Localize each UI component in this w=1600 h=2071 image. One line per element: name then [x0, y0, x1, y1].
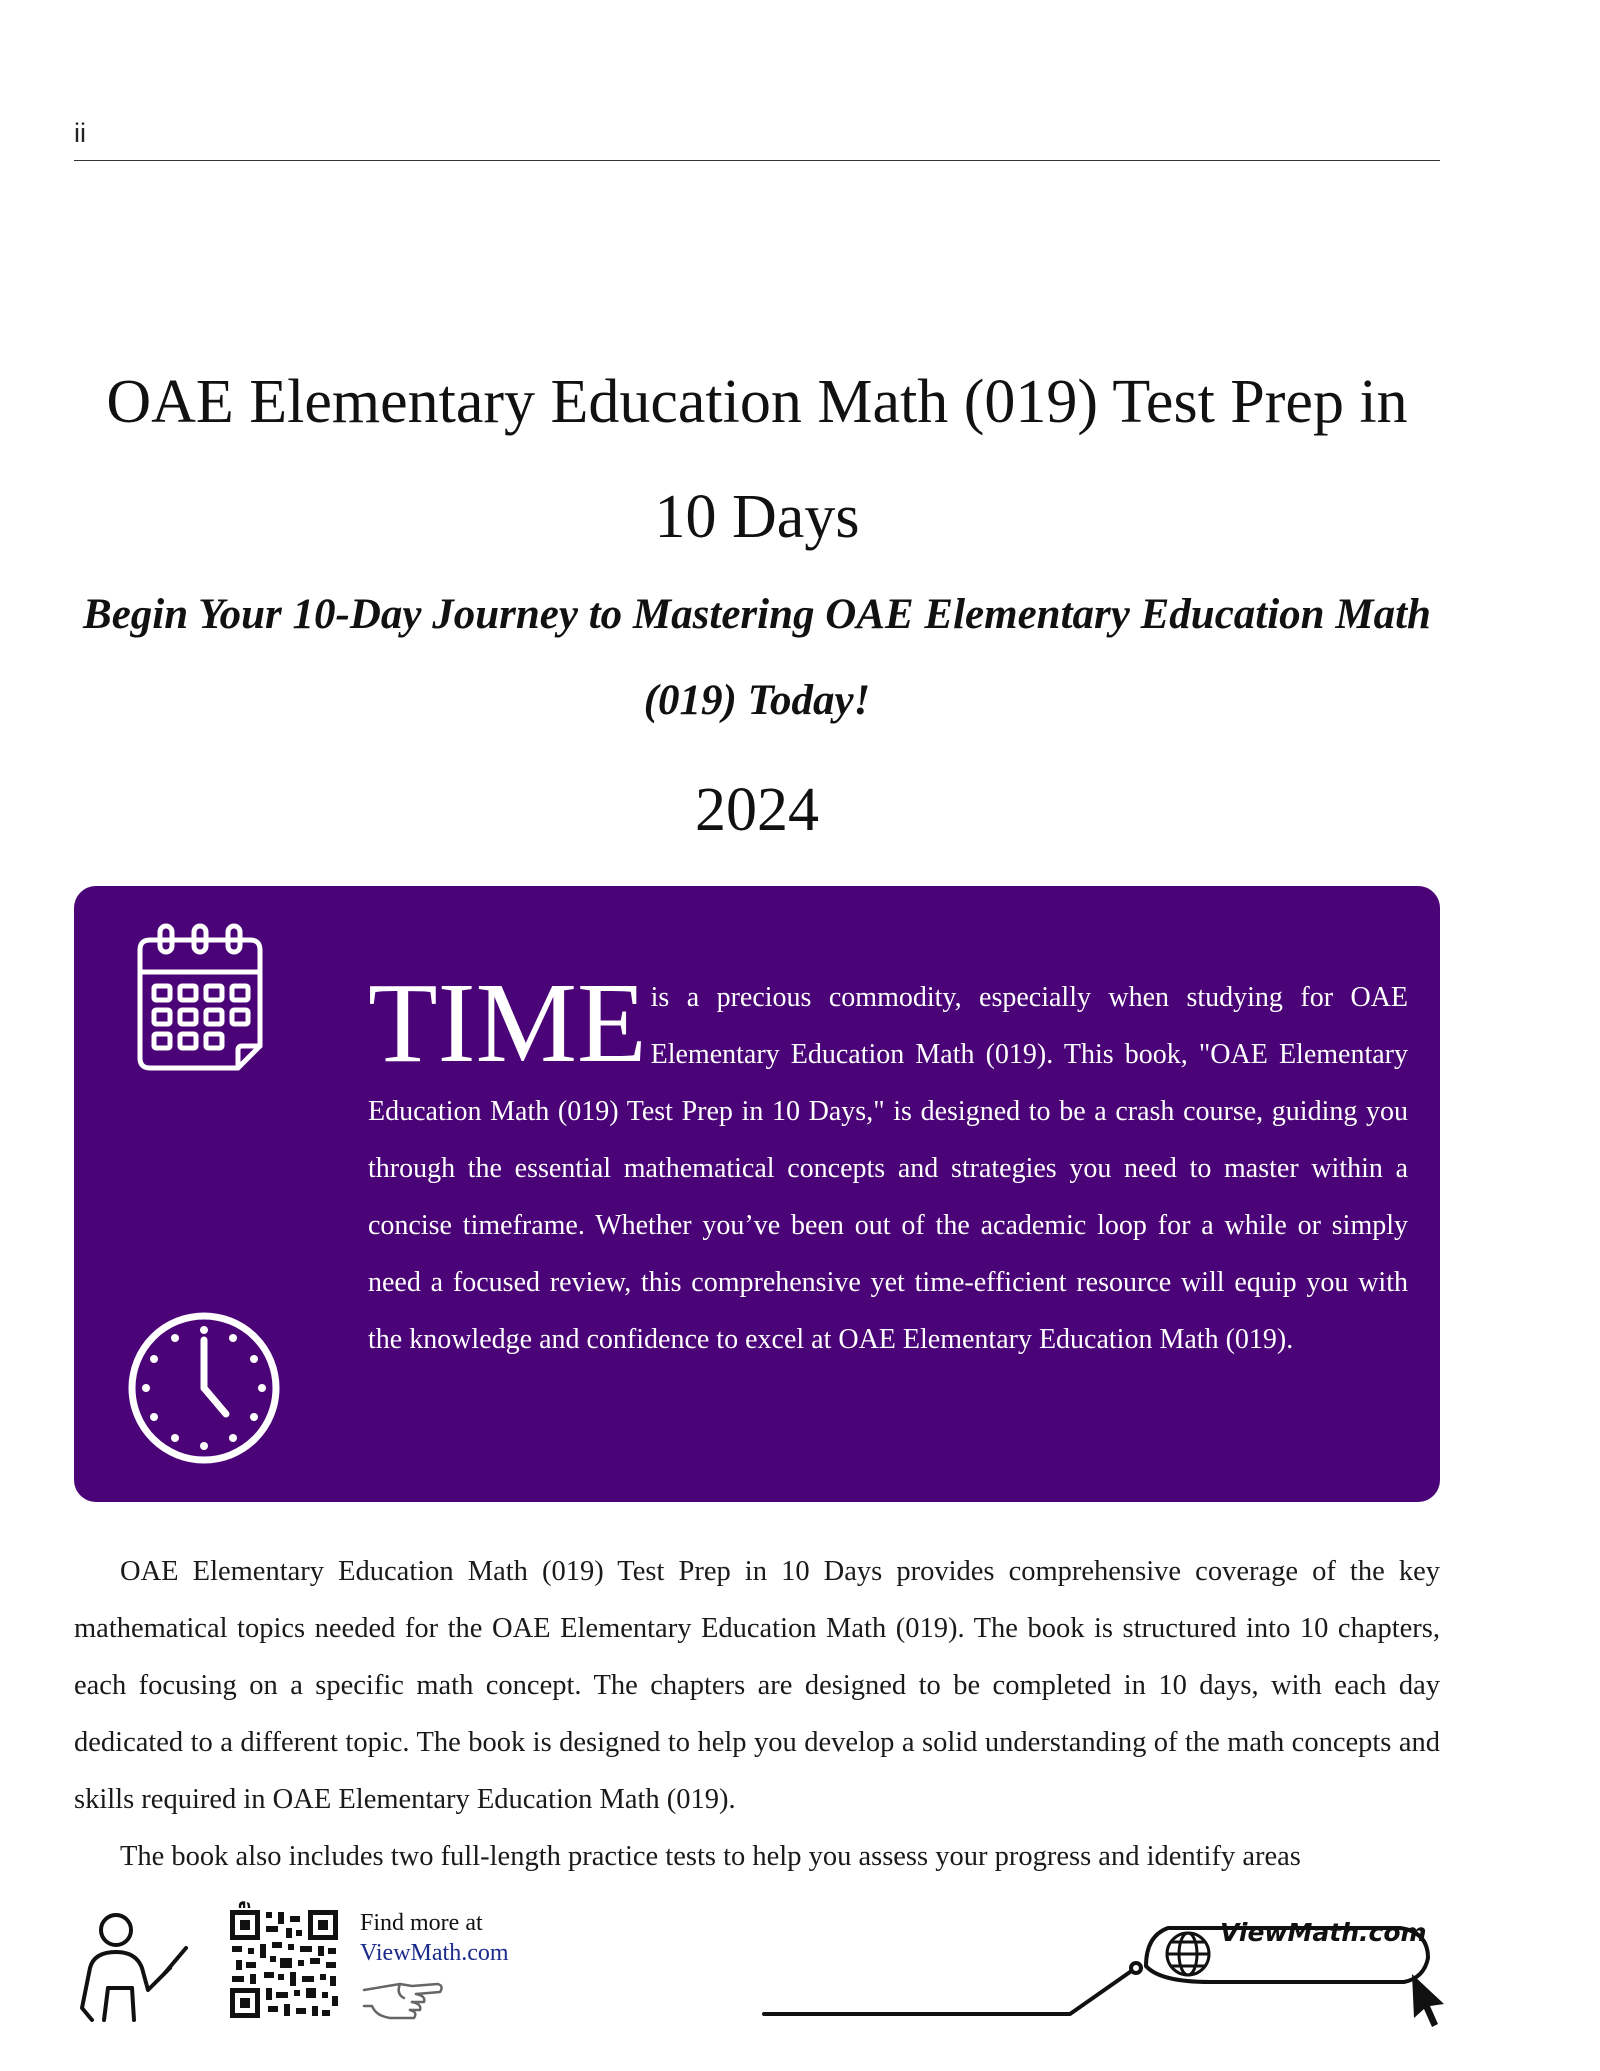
globe-icon [1167, 1933, 1209, 1975]
footer-brand-graphic [760, 1896, 1450, 2036]
find-more-label: Find more at [360, 1910, 483, 1936]
viewmath-link[interactable]: ViewMath.com [360, 1940, 509, 1966]
footer-left [74, 1900, 534, 2030]
publication-year: 2024 [695, 776, 819, 844]
body-text [74, 1543, 1440, 1885]
cursor-icon [1412, 1974, 1444, 2027]
promo-box [74, 886, 1440, 1502]
promo-paragraph: is a precious commodity, especially when studying for OAE Elementary Education Math (019). This book, "OAE Elementary Education Math (019) Test Prep in 10 Days," is designed to be a crash course, guiding you through the essential mathematical concepts and strategies you need to master within a concise timeframe. Whether you’ve been out of the academic loop for a while or simply need a focused review, this comprehensive yet time-efficient resource will equip you with the knowledge and confidence to excel at OAE Elementary Education Math (019). [368, 982, 1408, 1355]
header-rule [74, 160, 1440, 161]
footer-brand-text[interactable]: ViewMath.com [1220, 1918, 1427, 1947]
page-number: ii [74, 118, 86, 148]
body-paragraph-2: The book also includes two full-length practice tests to help you assess your progress and identify areas [120, 1841, 1301, 1872]
book-subtitle: Begin Your 10-Day Journey to Mastering OAE Elementary Education Math (019) Today! [83, 591, 1431, 724]
clock-icon [126, 1310, 282, 1466]
body-paragraph-1: OAE Elementary Education Math (019) Test Prep in 10 Days provides comprehensive coverage of the key mathematical topics needed for the OAE Elementary Education Math (019). The book is structured into 10 chapters, each focusing on a specific math concept. The chapters are designed to be completed in 10 days, with each day dedicated to a different topic. The book is designed to help you develop a solid understanding of the math concepts and skills required in OAE Elementary Education Math (019). [74, 1556, 1440, 1815]
teacher-icon [74, 1908, 190, 2026]
pointing-hand-icon [360, 1972, 446, 2024]
book-title: OAE Elementary Education Math (019) Test Prep in 10 Days [106, 368, 1408, 551]
footer-right [760, 1896, 1450, 2036]
promo-text-block [368, 959, 1408, 1368]
calendar-icon [130, 918, 270, 1078]
dropcap-time: TIME [368, 959, 647, 1086]
qr-code-icon[interactable] [228, 1908, 340, 2020]
